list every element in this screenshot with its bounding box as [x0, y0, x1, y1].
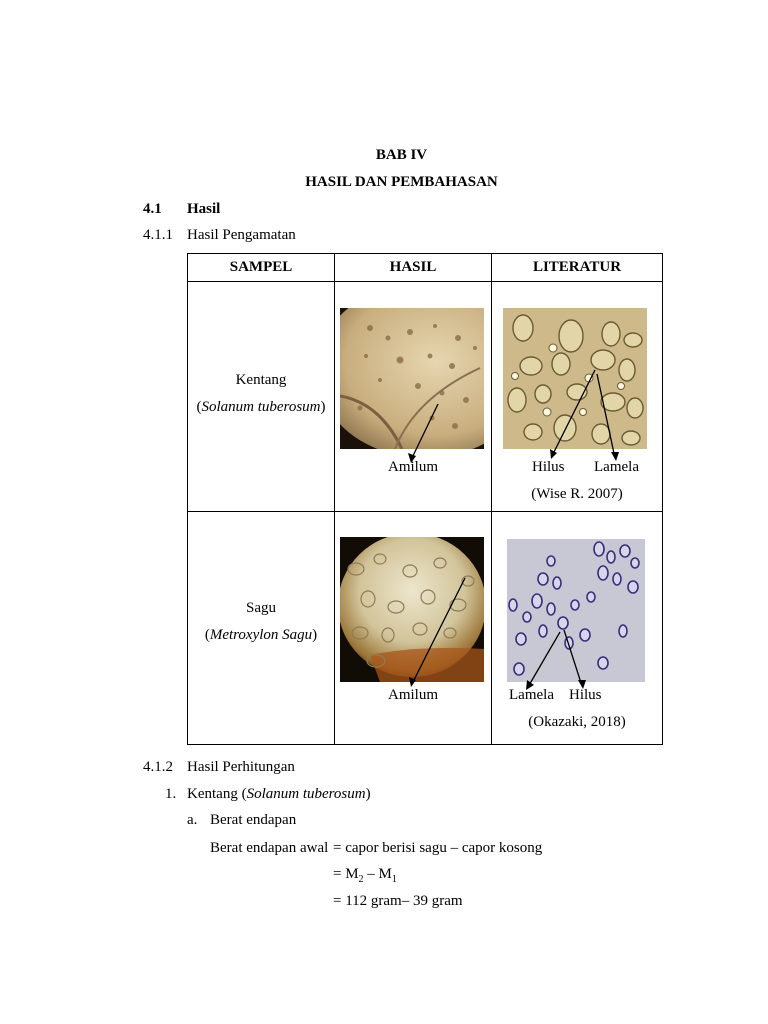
- chapter-title: HASIL DAN PEMBAHASAN: [305, 174, 498, 190]
- table-row: [188, 282, 663, 512]
- sample-name: Kentang: [235, 372, 287, 388]
- literature-cell: [492, 282, 663, 512]
- subsection-number: 4.1.2: [143, 759, 173, 775]
- table-row: [188, 512, 663, 745]
- header-literatur: LITERATUR: [492, 254, 663, 282]
- sub-item-letter: a.: [187, 812, 198, 828]
- literature-label-hilus: Hilus: [532, 459, 565, 475]
- literature-label-lamela: Lamela: [509, 687, 554, 703]
- calc-line-2: = $M_2 - M_1$: [333, 866, 397, 885]
- calc-label: Berat endapan awal: [210, 840, 329, 856]
- literature-label-hilus: Hilus: [569, 687, 602, 703]
- pointer-arrows: [492, 282, 662, 511]
- result-cell: [335, 512, 492, 745]
- sample-latin: (Solanum tuberosum): [196, 399, 326, 415]
- header-hasil: HASIL: [335, 254, 492, 282]
- literature-cell: [492, 512, 663, 745]
- subsection-number: 4.1.1: [143, 227, 173, 243]
- literature-label-lamela: Lamela: [594, 459, 639, 475]
- sample-cell: [188, 282, 335, 512]
- sample-latin: (Metroxylon Sagu): [204, 627, 318, 643]
- sample-name: Sagu: [246, 600, 276, 616]
- subsection-title: Hasil Pengamatan: [187, 227, 296, 243]
- table-header-row: [188, 254, 663, 282]
- sample-cell: [188, 512, 335, 745]
- observation-table: [187, 253, 663, 745]
- section-title: Hasil: [187, 201, 221, 217]
- chapter-number: BAB IV: [375, 147, 428, 163]
- result-label: Amilum: [388, 687, 439, 703]
- subsection-title: Hasil Perhitungan: [187, 759, 295, 775]
- pointer-arrow: [335, 282, 491, 511]
- citation: (Wise R. 2007): [531, 486, 623, 502]
- citation: (Okazaki, 2018): [528, 714, 626, 730]
- result-label: Amilum: [388, 459, 439, 475]
- calc-line-3: = 112 gram– 39 gram: [333, 893, 463, 909]
- list-item-title: Kentang (Solanum tuberosum): [187, 786, 371, 802]
- sub-item-title: Berat endapan: [210, 812, 297, 828]
- calc-line-1: = capor berisi sagu – capor kosong: [333, 840, 543, 856]
- list-item-number: 1.: [165, 786, 177, 802]
- pointer-arrows: [492, 512, 662, 744]
- result-cell: [335, 282, 492, 512]
- header-sampel: SAMPEL: [188, 254, 335, 282]
- pointer-arrow: [335, 512, 491, 744]
- section-number: 4.1: [143, 201, 162, 217]
